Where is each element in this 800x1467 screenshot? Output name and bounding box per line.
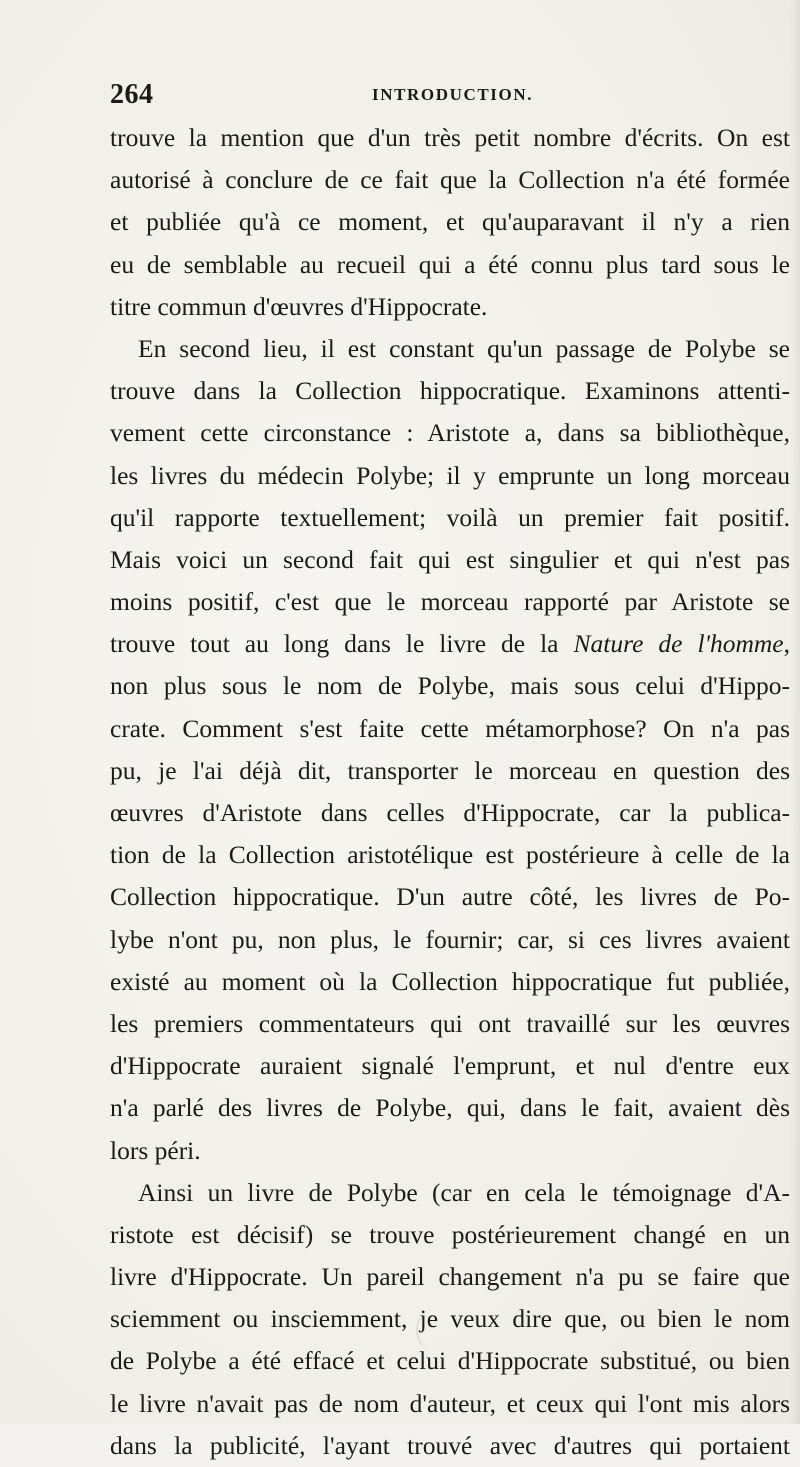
text-line: d'Hippocrate auraient signalé l'emprunt, et nul d'entre eux: [110, 1051, 790, 1081]
text-line: dans la publicité, l'ayant trouvé avec d'autres qui portaient: [110, 1430, 790, 1460]
text-line: [110, 623, 790, 665]
text-segment: trouve tout au long dans le livre de la: [110, 629, 574, 659]
text-line: titre commun d'œuvres d'Hippocrate.: [110, 291, 488, 321]
text-segment: ,: [783, 629, 791, 659]
paper-mark: [416, 1310, 448, 1350]
text-line: pu, je l'ai déjà dit, transporter le morceau en question des: [110, 755, 790, 785]
page-number: 264: [110, 79, 154, 110]
text-line: eu de semblable au recueil qui a été connu plus tard sous le: [110, 249, 790, 279]
text-line: ristote est décisif) se trouve postérieurement changé en un: [110, 1219, 790, 1249]
text-line: et publiée qu'à ce moment, et qu'auparavant il n'y a rien: [110, 207, 790, 237]
text-line: le livre n'avait pas de nom d'auteur, et ceux qui l'ont mis alors: [110, 1388, 790, 1418]
text-line: lybe n'ont pu, non plus, le fournir; car, si ces livres avaient: [110, 924, 790, 954]
text-line: crate. Comment s'est faite cette métamorphose? On n'a pas: [110, 713, 790, 743]
page-header: [110, 79, 710, 113]
text-line: lors péri.: [110, 1135, 201, 1165]
text-line: En second lieu, il est constant qu'un passage de Polybe se: [138, 333, 790, 363]
text-line: de Polybe a été effacé et celui d'Hippocrate substitué, ou bien: [110, 1346, 790, 1376]
text-line: Mais voici un second fait qui est singulier et qui n'est pas: [110, 544, 790, 574]
text-line: livre d'Hippocrate. Un pareil changement n'a pu se faire que: [110, 1262, 790, 1292]
text-line: n'a parlé des livres de Polybe, qui, dans le fait, avaient dès: [110, 1093, 790, 1123]
text-line: existé au moment où la Collection hippocratique fut publiée,: [110, 966, 790, 996]
text-line: autorisé à conclure de ce fait que la Collection n'a été formée: [110, 165, 790, 195]
text-line: Ainsi un livre de Polybe (car en cela le témoignage d'A-: [138, 1177, 790, 1207]
text-line: non plus sous le nom de Polybe, mais sous celui d'Hippo-: [110, 671, 790, 701]
text-line: tion de la Collection aristotélique est postérieure à celle de la: [110, 840, 790, 870]
text-line: vement cette circonstance : Aristote a, dans sa bibliothèque,: [110, 418, 790, 448]
text-line: œuvres d'Aristote dans celles d'Hippocrate, car la publica-: [110, 798, 790, 827]
text-line: sciemment ou insciemment, je veux dire que, ou bien le nom: [110, 1304, 790, 1334]
running-head: INTRODUCTION.: [372, 85, 534, 104]
text-line: les premiers commentateurs qui ont travaillé sur les œuvres: [110, 1008, 790, 1038]
page-edge-shadow: [790, 0, 800, 1424]
text-line: trouve dans la Collection hippocratique. Examinons attenti-: [110, 376, 790, 406]
book-title-italic: Nature de l'homme: [573, 629, 784, 659]
text-line: qu'il rapporte textuellement; voilà un premier fait positif.: [110, 502, 790, 532]
body-text: [110, 117, 790, 1467]
text-line: trouve la mention que d'un très petit nombre d'écrits. On est: [110, 123, 790, 152]
text-line: moins positif, c'est que le morceau rapporté par Aristote se: [110, 587, 790, 617]
text-line: Collection hippocratique. D'un autre côté, les livres de Po-: [110, 882, 790, 912]
text-line: les livres du médecin Polybe; il y emprunte un long morceau: [110, 460, 790, 490]
